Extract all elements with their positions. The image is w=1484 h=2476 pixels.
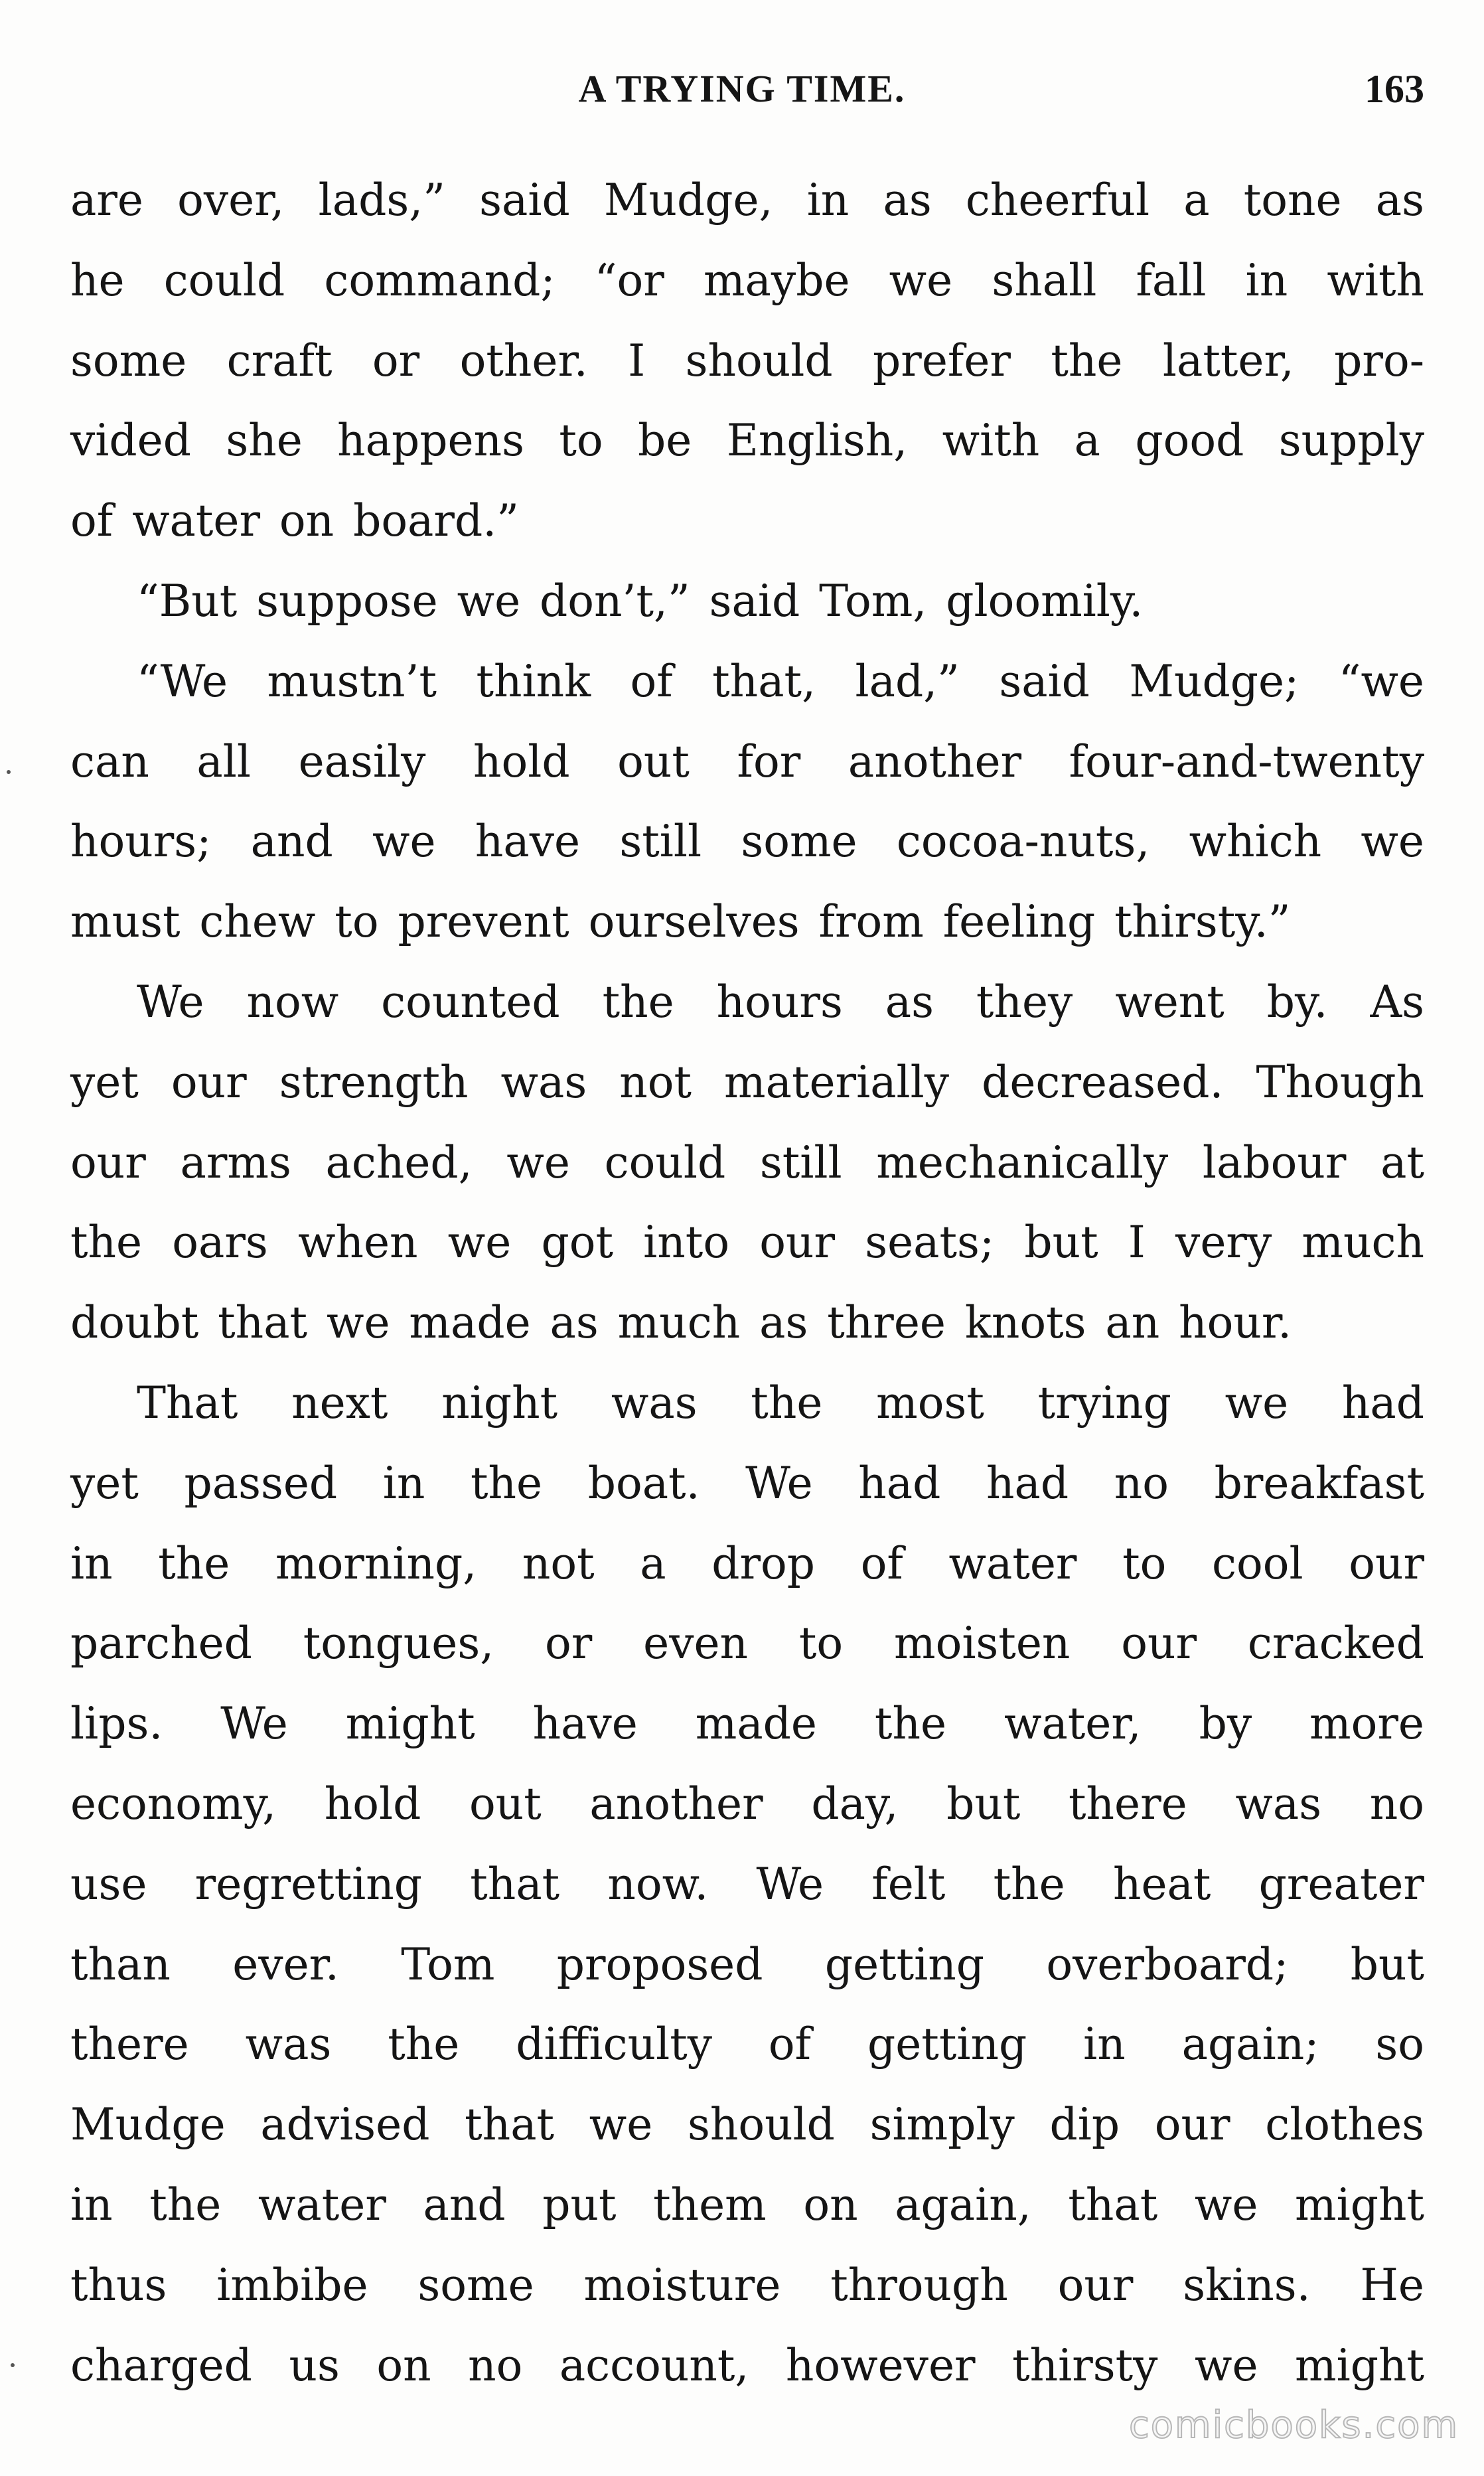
running-title: A TRYING TIME. xyxy=(578,67,906,110)
watermark: comicbooks.com xyxy=(1128,2404,1459,2447)
text-line: yet our strength was not materially decreased. Though xyxy=(70,1056,1424,1108)
text-line: than ever. Tom proposed getting overboard; but xyxy=(70,1938,1424,1990)
text-line: there was the difficulty of getting in again; so xyxy=(70,2019,1424,2070)
text-line: Mudge advised that we should simply dip our clothes xyxy=(70,2099,1424,2151)
margin-speck xyxy=(7,770,11,774)
text-line: parched tongues, or even to moisten our cracked xyxy=(70,1618,1424,1669)
text-line: thus imbibe some moisture through our skins. He xyxy=(70,2259,1424,2311)
text-line: vided she happens to be English, with a good supply xyxy=(70,415,1424,467)
text-line: he could command; “or maybe we shall fall in with xyxy=(70,254,1424,306)
text-line: charged us on no account, however thirsty we might xyxy=(70,2339,1424,2391)
text-line: yet passed in the boat. We had had no breakfast xyxy=(70,1457,1424,1509)
text-line: must chew to prevent ourselves from feeling thirsty.” xyxy=(70,896,1291,948)
text-line: use regretting that now. We felt the heat greater xyxy=(70,1858,1424,1910)
text-line: are over, lads,” said Mudge, in as cheerful a tone as xyxy=(70,175,1424,226)
text-line: hours; and we have still some cocoa-nuts, which we xyxy=(70,816,1424,868)
text-line: “We mustn’t think of that, lad,” said Mudge; “we xyxy=(137,655,1424,707)
text-line: economy, hold out another day, but there was no xyxy=(70,1778,1424,1829)
text-line: can all easily hold out for another four-and-twenty xyxy=(70,735,1424,787)
text-line: some craft or other. I should prefer the latter, pro- xyxy=(70,335,1424,386)
text-line: “But suppose we don’t,” said Tom, gloomily. xyxy=(137,575,1144,627)
text-line: our arms ached, we could still mechanically labour at xyxy=(70,1136,1424,1188)
margin-speck xyxy=(11,2363,15,2367)
text-line: of water on board.” xyxy=(70,495,519,547)
running-head xyxy=(0,66,1484,126)
text-line: That next night was the most trying we had xyxy=(137,1377,1424,1429)
text-line: We now counted the hours as they went by. As xyxy=(137,976,1424,1028)
text-line: lips. We might have made the water, by more xyxy=(70,1698,1424,1750)
text-line: the oars when we got into our seats; but I very much xyxy=(70,1217,1424,1269)
body-text xyxy=(70,161,1424,2406)
text-line: in the water and put them on again, that we might xyxy=(70,2179,1424,2230)
text-line: doubt that we made as much as three knots an hour. xyxy=(70,1297,1292,1349)
text-line: in the morning, not a drop of water to cool our xyxy=(70,1537,1424,1589)
page-number: 163 xyxy=(1365,67,1424,111)
